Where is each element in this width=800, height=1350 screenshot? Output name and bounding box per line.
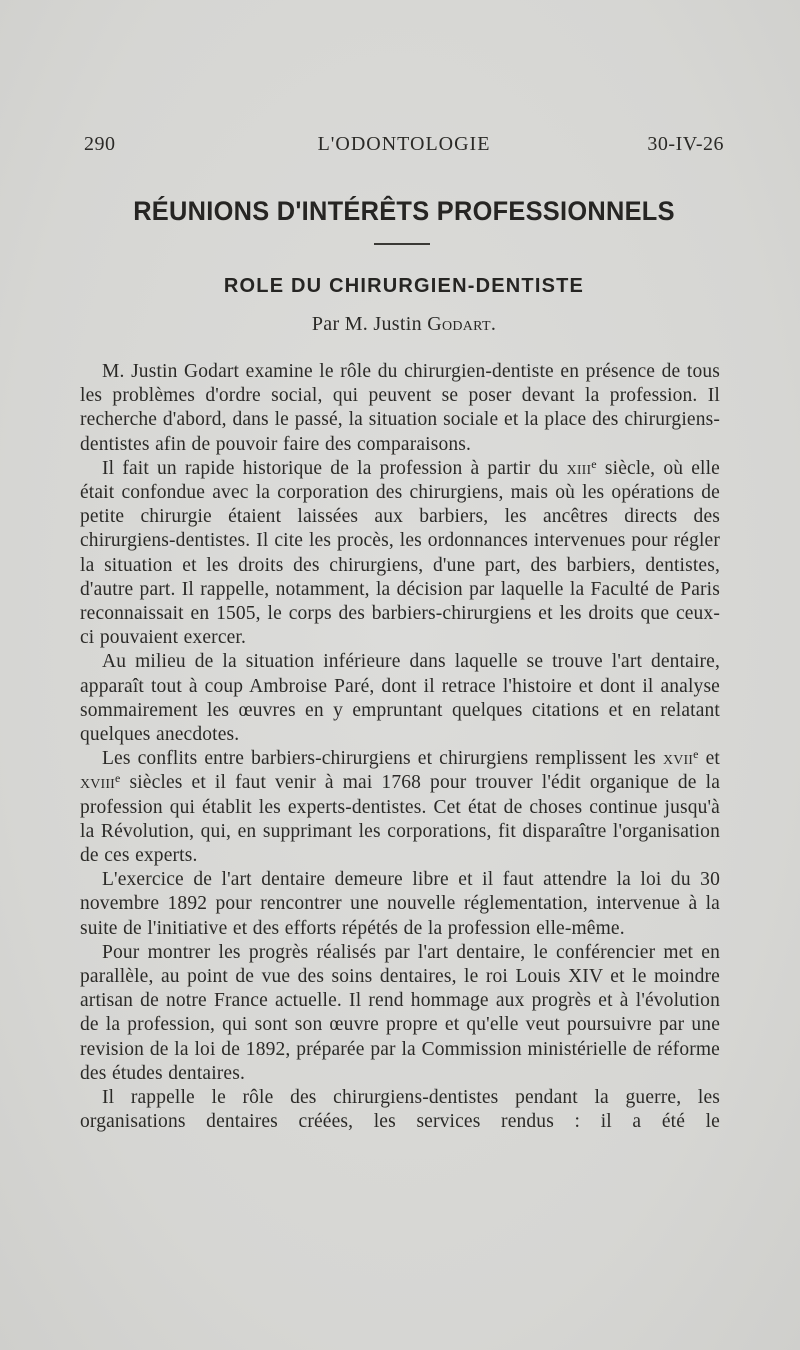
article-body: [80, 360, 720, 1135]
section-title: RÉUNIONS D'INTÉRÊTS PROFESSIONNELS: [133, 196, 675, 226]
paragraph-2-rest: siècle, où elle était confondue avec la corporation des chirurgiens, mais où les opérations de petite chirurgie étaient laissées aux barbiers, les ancêtres directs des chirurgiens-dentistes. Il cite les procès, les ordonnances intervenues pour régler la situation et les droits des chirurgiens, d'une part, des barbiers, dentistes, d'autre part. Il rappelle, notamment, la décision par laquelle la Faculté de Paris reconnaissait en 1505, le corps des barbiers-chirurgiens et les droits que ceux-ci pouvaient exercer.: [80, 457, 720, 649]
century-suffix: e: [591, 456, 597, 471]
title-divider: [374, 243, 430, 245]
paragraph-4-start: Les conflits entre barbiers-chirurgiens et chirurgiens remplissent les: [102, 748, 656, 770]
paragraph-7: Il rappelle le rôle des chirurgiens-dentistes pendant la guerre, les organisations dentaires créées, les services rendus : il a été le: [80, 1087, 720, 1133]
byline: [84, 313, 724, 336]
page-number: 290: [84, 133, 116, 155]
century-numeral: xviii: [80, 772, 115, 794]
paragraph-4: [80, 747, 720, 868]
author-surname: Godart.: [427, 313, 497, 335]
century-numeral: xiii: [566, 457, 592, 479]
paragraph-4-conjunction: et: [705, 748, 720, 770]
paragraph-2: [80, 457, 720, 651]
paragraph-1: M. Justin Godart examine le rôle du chirurgien-dentiste en présence de tous les problèmes d'ordre social, qui peuvent se poser devant la profession. Il recherche d'abord, dans le passé, la situation sociale et la place des chirurgiens-dentistes afin de pouvoir faire des comparaisons.: [80, 361, 720, 455]
running-header: [84, 133, 724, 163]
century-numeral: xvii: [662, 748, 694, 770]
paragraph-2-start: Il fait un rapide historique de la profession à partir du: [102, 457, 559, 479]
issue-date: 30-IV-26: [647, 133, 724, 155]
century-suffix: e: [693, 747, 699, 762]
paragraph-3: Au milieu de la situation inférieure dans laquelle se trouve l'art dentaire, apparaît tout à coup Ambroise Paré, dont il retrace l'histoire et dont il analyse sommairement les œuvres en y empruntant quelques citations et en relatant quelques anecdotes.: [80, 651, 720, 746]
century-suffix: e: [114, 771, 121, 786]
byline-prefix: Par M. Justin: [311, 313, 422, 335]
paragraph-5: L'exercice de l'art dentaire demeure libre et il faut attendre la loi du 30 novembre 1892 pour rencontrer une nouvelle réglementation, intervenue à la suite de l'initiative et des efforts répétés de la profession elle-même.: [80, 869, 720, 939]
article-title: ROLE DU CHIRURGIEN-DENTISTE: [223, 275, 585, 297]
paragraph-4-rest: siècles et il faut venir à mai 1768 pour trouver l'édit organique de la profession qui établit les experts-dentistes. Cet état de choses continue jusqu'à la Révolution, qui, en supprimant les corporations, fit disparaître l'organisation de ces experts.: [80, 772, 720, 867]
paragraph-6: Pour montrer les progrès réalisés par l'art dentaire, le conférencier met en parallèle, au point de vue des soins dentaires, le roi Louis XIV et le moindre artisan de notre France actuelle. Il rend hommage aux progrès et à l'évolution de la profession, qui sont son œuvre propre et qu'elle veut poursuivre par une revision de la loi de 1892, préparée par la Commission ministérielle de réforme des études dentaires.: [80, 941, 720, 1084]
journal-name: L'ODONTOLOGIE: [317, 133, 491, 155]
